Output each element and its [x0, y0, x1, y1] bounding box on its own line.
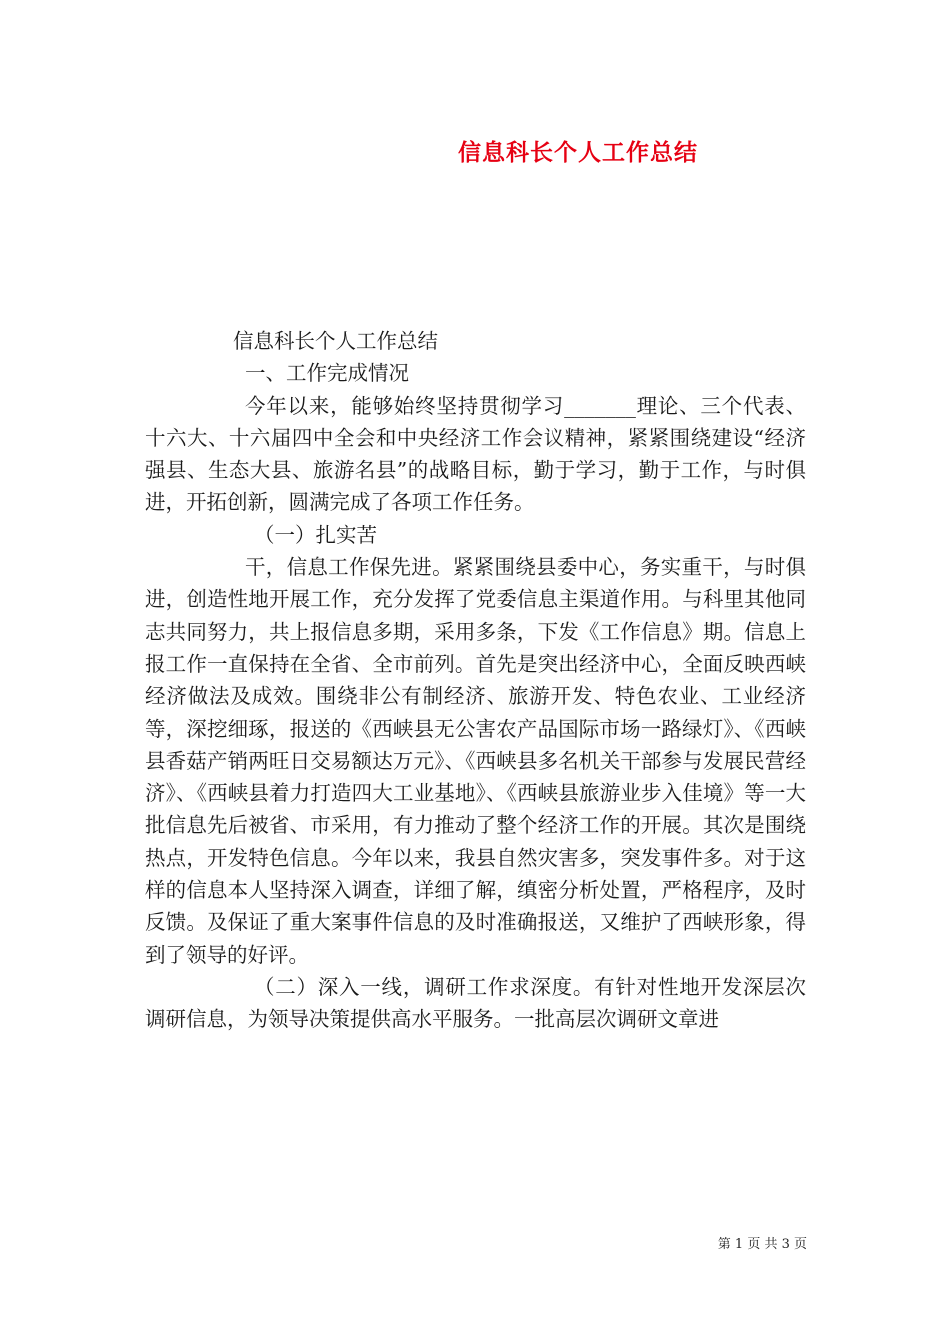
paragraph-information-work: 干，信息工作保先进。紧紧围绕县委中心，务实重干，与时俱进，创造性地开展工作，充分发挥了党委信息主渠道作用。与科里其他同志共同努力，共上报信息多期，采用多条，下发《工作信息》期。信息上报工作一直保持在全省、全市前列。首先是突出经济中心，全面反映西峡经济做法及成效。围绕非公有制经济、旅游开发、特色农业、工业经济等，深挖细琢，报送的《西峡县无公害农产品国际市场一路绿灯》、《西峡县香菇产销两旺日交易额达万元》、《西峡县多名机关干部参与发展民营经济》、《西峡县着力打造四大工业基地》、《西峡县旅游业步入佳境》等一大批信息先后被省、市采用，有力推动了整个经济工作的开展。其次是围绕热点，开发特色信息。今年以来，我县自然灾害多，突发事件多。对于这样的信息本人坚持深入调查，详细了解，缜密分析处置，严格程序，及时反馈。及保证了重大案事件信息的及时准确报送，又维护了西峡形象，得到了领导的好评。	[145, 555, 806, 967]
paragraph-intro: 今年以来，能够始终坚持贯彻学习_______理论、三个代表、十六大、十六届四中全会和中央经济工作会议精神，紧紧围绕建设“经济强县、生态大县、旅游名县”的战略目标，勤于学习，勤于工作，与时俱进，开拓创新，圆满完成了各项工作任务。	[145, 393, 806, 515]
paragraph-research-work: （二）深入一线，调研工作求深度。有针对性地开发深层次调研信息，为领导决策提供高水平服务。一批高层次调研文章进	[145, 974, 806, 1032]
sub-heading-1: （一）扎实苦	[254, 522, 377, 547]
page-number-footer: 第 1 页 共 3 页	[717, 1237, 807, 1252]
section-heading: 一、工作完成情况	[245, 361, 409, 386]
document-title: 信息科长个人工作总结	[458, 140, 698, 166]
document-subtitle: 信息科长个人工作总结	[233, 329, 438, 353]
document-body	[145, 325, 806, 1036]
